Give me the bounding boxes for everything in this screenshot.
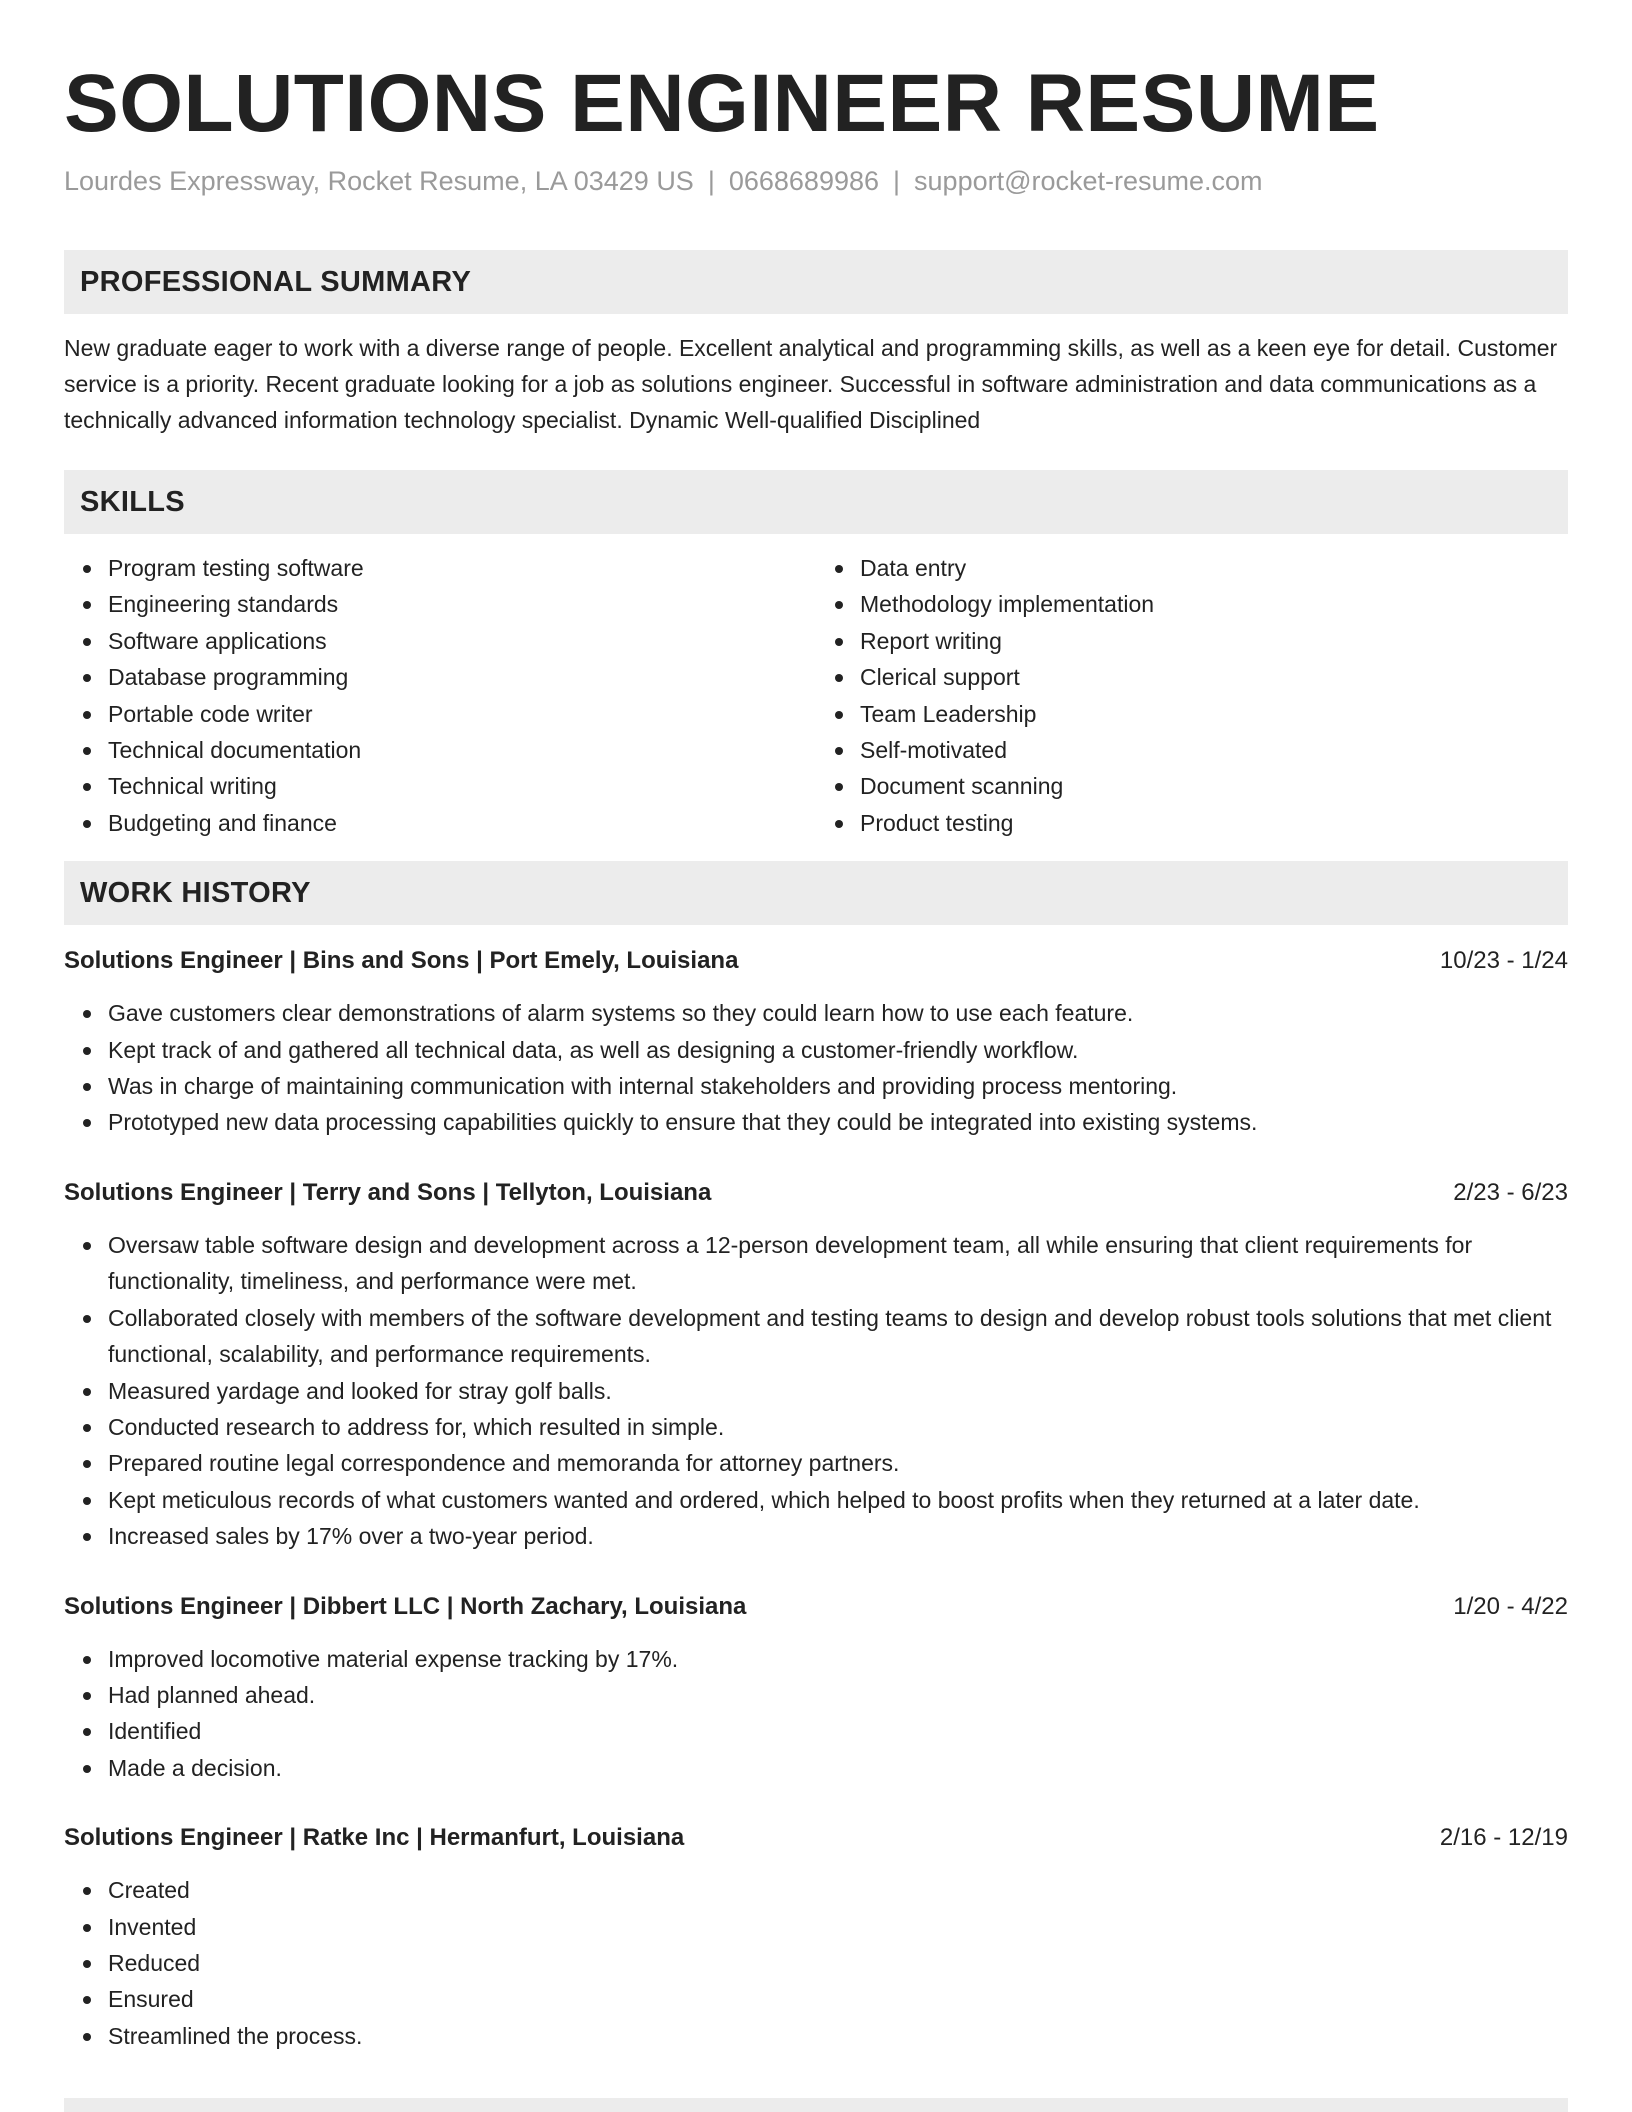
job-bullet: Kept track of and gathered all technical data, as well as designing a customer-friendly workflow. xyxy=(108,1032,1568,1068)
job-header xyxy=(64,1589,1568,1625)
job-bullet: Created xyxy=(108,1872,1568,1908)
job-title: Solutions Engineer | Dibbert LLC | North Zachary, Louisiana xyxy=(64,1592,747,1620)
skill-item: Product testing xyxy=(860,805,1568,841)
job-bullet: Prepared routine legal correspondence and memoranda for attorney partners. xyxy=(108,1445,1568,1481)
job-dates: 1/20 - 4/22 xyxy=(1453,1592,1568,1620)
skill-item: Data entry xyxy=(860,550,1568,586)
summary-section-header: PROFESSIONAL SUMMARY xyxy=(64,250,1568,314)
work-history-section-header: WORK HISTORY xyxy=(64,861,1568,925)
job-bullets xyxy=(64,1227,1568,1555)
job-bullet: Ensured xyxy=(108,1981,1568,2017)
job-bullet: Gave customers clear demonstrations of alarm systems so they could learn how to use each feature. xyxy=(108,995,1568,1031)
skills-list-left xyxy=(64,550,816,841)
job-bullet: Measured yardage and looked for stray golf balls. xyxy=(108,1373,1568,1409)
skill-item: Engineering standards xyxy=(108,586,816,622)
job-bullet: Kept meticulous records of what customers wanted and ordered, which helped to boost profits when they returned at a later date. xyxy=(108,1482,1568,1518)
job-dates: 2/23 - 6/23 xyxy=(1453,1178,1568,1206)
job-bullet: Prototyped new data processing capabilities quickly to ensure that they could be integrated into existing systems. xyxy=(108,1104,1568,1140)
contact-line xyxy=(64,164,1568,198)
skill-item: Self-motivated xyxy=(860,732,1568,768)
skill-item: Technical documentation xyxy=(108,732,816,768)
job-entry xyxy=(64,1589,1568,1787)
skills-list-right xyxy=(816,550,1568,841)
job-bullet: Streamlined the process. xyxy=(108,2018,1568,2054)
job-bullet: Invented xyxy=(108,1909,1568,1945)
job-bullet: Was in charge of maintaining communication with internal stakeholders and providing process mentoring. xyxy=(108,1068,1568,1104)
job-header xyxy=(64,943,1568,979)
skill-item: Methodology implementation xyxy=(860,586,1568,622)
skill-item: Program testing software xyxy=(108,550,816,586)
job-bullets xyxy=(64,995,1568,1141)
job-bullet: Oversaw table software design and development across a 12-person development team, all while ensuring that client requirements for functionality, timeliness, and performance were met. xyxy=(108,1227,1568,1300)
job-bullet: Reduced xyxy=(108,1945,1568,1981)
skill-item: Team Leadership xyxy=(860,696,1568,732)
contact-address: Lourdes Expressway, Rocket Resume, LA 03429 US xyxy=(64,166,694,196)
contact-separator: | xyxy=(893,166,901,196)
job-bullet: Collaborated closely with members of the software development and testing teams to design and develop robust tools solutions that met client functional, scalability, and performance requirements. xyxy=(108,1300,1568,1373)
skill-item: Document scanning xyxy=(860,768,1568,804)
skill-item: Software applications xyxy=(108,623,816,659)
summary-text: New graduate eager to work with a diverse range of people. Excellent analytical and programming skills, as well as a keen eye for detail. Customer service is a priority. Recent graduate looking for a job as solutions engineer. Successful in software administration and data communications as a technically advanced information technology specialist. Dynamic Well-qualified Disciplined xyxy=(64,335,1558,433)
job-bullet: Had planned ahead. xyxy=(108,1677,1568,1713)
job-bullet: Identified xyxy=(108,1713,1568,1749)
job-dates: 2/16 - 12/19 xyxy=(1439,1824,1568,1852)
job-title: Solutions Engineer | Terry and Sons | Tellyton, Louisiana xyxy=(64,1178,712,1206)
job-header xyxy=(64,1175,1568,1211)
contact-phone: 0668689986 xyxy=(728,166,880,196)
job-entry xyxy=(64,943,1568,1141)
skill-item: Budgeting and finance xyxy=(108,805,816,841)
contact-separator: | xyxy=(707,166,715,196)
job-header xyxy=(64,1820,1568,1856)
skill-item: Database programming xyxy=(108,659,816,695)
job-bullet: Improved locomotive material expense tracking by 17%. xyxy=(108,1641,1568,1677)
job-entry xyxy=(64,1820,1568,2054)
next-section-header-edge xyxy=(64,2098,1568,2112)
job-bullet: Made a decision. xyxy=(108,1750,1568,1786)
skill-item: Clerical support xyxy=(860,659,1568,695)
job-bullet: Increased sales by 17% over a two-year period. xyxy=(108,1518,1568,1554)
job-title: Solutions Engineer | Ratke Inc | Hermanfurt, Louisiana xyxy=(64,1824,685,1852)
job-title: Solutions Engineer | Bins and Sons | Port Emely, Louisiana xyxy=(64,947,739,975)
resume-title: SOLUTIONS ENGINEER RESUME xyxy=(64,58,1380,149)
job-bullets xyxy=(64,1641,1568,1787)
skill-item: Technical writing xyxy=(108,768,816,804)
job-dates: 10/23 - 1/24 xyxy=(1439,947,1568,975)
skill-item: Portable code writer xyxy=(108,696,816,732)
job-bullet: Conducted research to address for, which resulted in simple. xyxy=(108,1409,1568,1445)
job-entry xyxy=(64,1175,1568,1555)
skills-section-header: SKILLS xyxy=(64,470,1568,534)
skill-item: Report writing xyxy=(860,623,1568,659)
contact-email: support@rocket-resume.com xyxy=(914,166,1263,196)
skills-grid xyxy=(64,550,1568,841)
job-bullets xyxy=(64,1872,1568,2054)
